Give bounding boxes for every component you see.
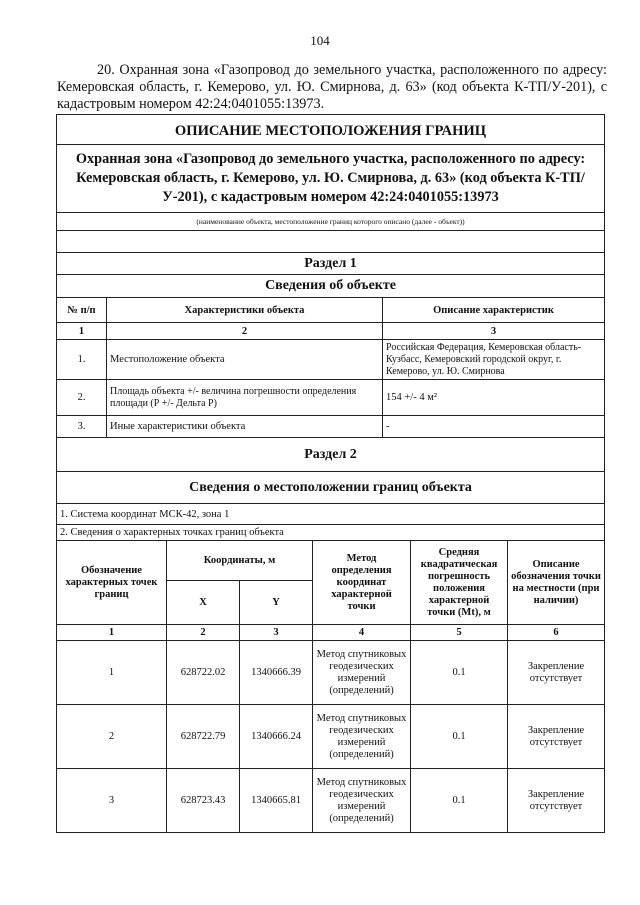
document-title: ОПИСАНИЕ МЕСТОПОЛОЖЕНИЯ ГРАНИЦ: [57, 115, 605, 145]
col-x-header: X: [167, 581, 240, 625]
section2-points-table: [56, 540, 605, 833]
col-number: 6: [508, 625, 605, 641]
row-characteristic: Иные характеристики объекта: [107, 416, 383, 438]
boundary-description-form: [56, 114, 604, 833]
spacer-row: [57, 231, 605, 253]
table-row: [57, 705, 605, 769]
col-characteristic-header: Характеристики объекта: [107, 298, 383, 323]
col-error-header: Средняя квадратическая погрешность положения характерной точки (Mt), м: [411, 541, 508, 625]
col-number: 1: [57, 625, 167, 641]
object-note: (наименование объекта, местоположение границ которого описано (далее - объект)): [57, 213, 605, 231]
col-designation-header: Обозначение характерных точек границ: [57, 541, 167, 625]
points-caption: 2. Сведения о характерных точках границ объекта: [57, 525, 605, 541]
section2-subtitle: Сведения о местоположении границ объекта: [57, 472, 605, 504]
page-number: 104: [310, 33, 330, 48]
row-description: -: [383, 416, 605, 438]
section1-title: Раздел 1: [57, 253, 605, 275]
point-marking: Закрепление отсутствует: [508, 769, 605, 833]
section1-table: [56, 114, 605, 541]
col-num-header: № п/п: [57, 298, 107, 323]
point-y: 1340665.81: [240, 769, 313, 833]
col-description-header: Описание характеристик: [383, 298, 605, 323]
table-row: [57, 769, 605, 833]
object-title: Охранная зона «Газопровод до земельного участка, расположенного по адресу: Кемеровская область, г. Кемерово, ул. Ю. Смирнова, д. 63» (код объекта К-ТП/У-201), с кадастровым номером 42:24:0401055:13973: [57, 145, 605, 213]
point-error: 0.1: [411, 641, 508, 705]
table-row: [57, 340, 605, 380]
point-marking: Закрепление отсутствует: [508, 641, 605, 705]
point-method: Метод спутниковых геодезических измерений (определений): [313, 705, 411, 769]
section2-title: Раздел 2: [57, 438, 605, 472]
point-id: 1: [57, 641, 167, 705]
table-row: [57, 641, 605, 705]
row-number: 2.: [57, 380, 107, 416]
point-y: 1340666.39: [240, 641, 313, 705]
point-x: 628722.79: [167, 705, 240, 769]
row-number: 1.: [57, 340, 107, 380]
col-number: 2: [107, 323, 383, 340]
row-characteristic: Площадь объекта +/- величина погрешности определения площади (Р +/- Дельта Р): [107, 380, 383, 416]
point-id: 3: [57, 769, 167, 833]
point-method: Метод спутниковых геодезических измерений (определений): [313, 769, 411, 833]
col-method-header: Метод определения координат характерной точки: [313, 541, 411, 625]
col-number: 5: [411, 625, 508, 641]
point-id: 2: [57, 705, 167, 769]
point-x: 628722.02: [167, 641, 240, 705]
col-number: 1: [57, 323, 107, 340]
table-row: [57, 416, 605, 438]
col-number: 3: [383, 323, 605, 340]
row-characteristic: Местоположение объекта: [107, 340, 383, 380]
coordinate-system: 1. Система координат МСК-42, зона 1: [57, 504, 605, 525]
row-description: 154 +/- 4 м²: [383, 380, 605, 416]
col-y-header: Y: [240, 581, 313, 625]
section1-subtitle: Сведения об объекте: [57, 275, 605, 298]
point-marking: Закрепление отсутствует: [508, 705, 605, 769]
point-y: 1340666.24: [240, 705, 313, 769]
intro-paragraph: 20. Охранная зона «Газопровод до земельного участка, расположенного по адресу: Кемеровская область, г. Кемерово, ул. Ю. Смирнова, д. 63» (код объекта К-ТП/У-201), с кадастровым номером 42:24:0401055:13973.: [57, 62, 607, 112]
point-error: 0.1: [411, 769, 508, 833]
col-marking-header: Описание обозначения точки на местности (при наличии): [508, 541, 605, 625]
row-number: 3.: [57, 416, 107, 438]
col-number: 4: [313, 625, 411, 641]
col-number: 2: [167, 625, 240, 641]
point-error: 0.1: [411, 705, 508, 769]
col-number: 3: [240, 625, 313, 641]
point-x: 628723.43: [167, 769, 240, 833]
table-row: [57, 380, 605, 416]
col-coordinates-header: Координаты, м: [167, 541, 313, 581]
point-method: Метод спутниковых геодезических измерений (определений): [313, 641, 411, 705]
row-description: Российская Федерация, Кемеровская область-Кузбасс, Кемеровский городской округ, г. Кемерово, ул. Ю. Смирнова: [383, 340, 605, 380]
